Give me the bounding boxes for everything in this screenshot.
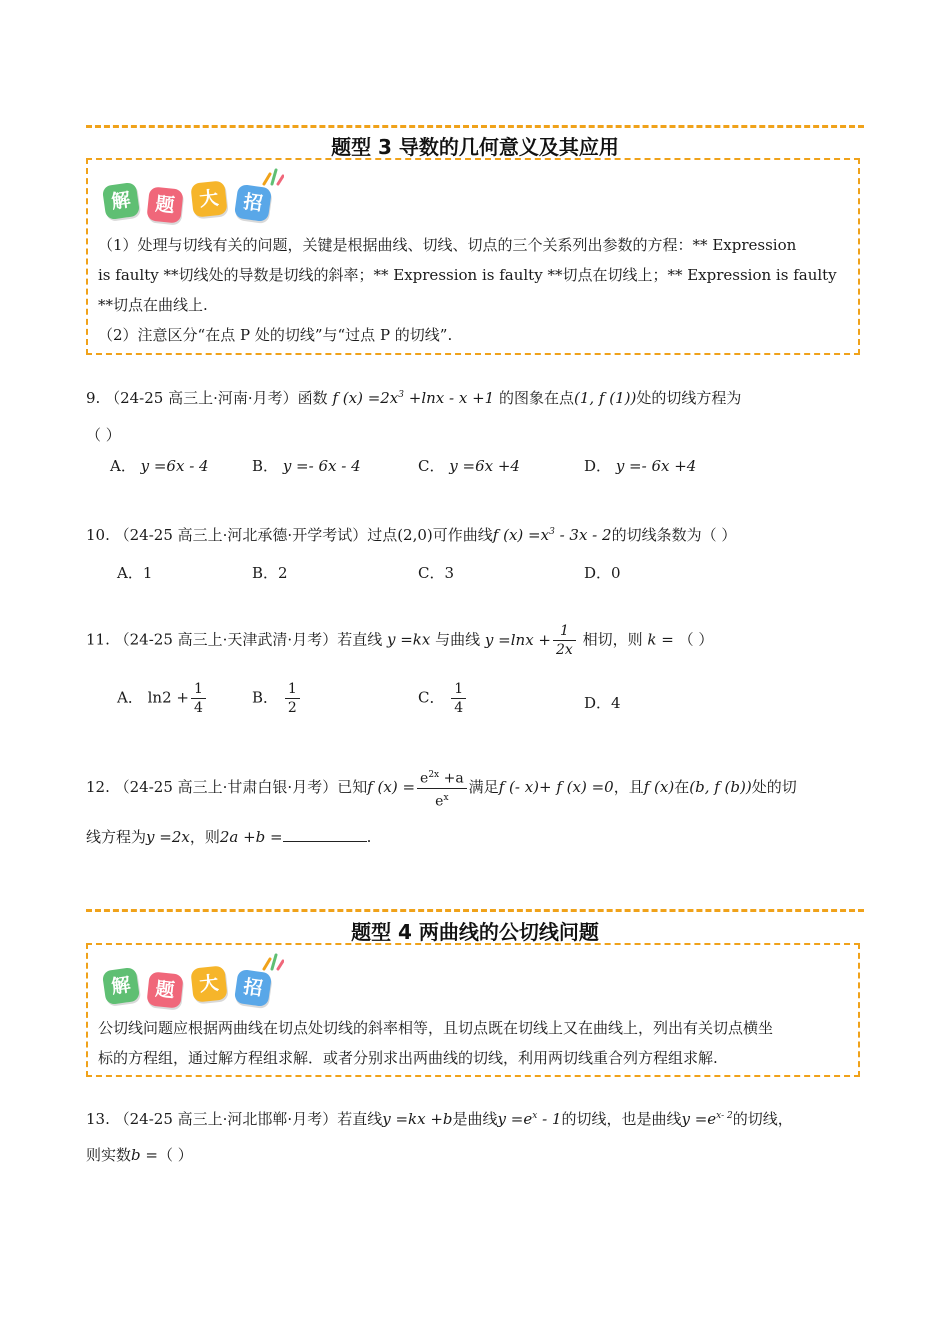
question-number: 10. [86,526,110,544]
math-line: y =kx +b [382,1110,453,1128]
tip-badges [102,170,302,220]
answer-blank[interactable] [283,827,367,842]
question-text: 的图象在点 [498,389,574,407]
tip-line: （1）处理与切线有关的问题，关键是根据曲线、切线、切点的三个关系列出参数的方程：** Expression [98,236,797,254]
question-source: （24-25 高三上·甘肃白银·月考）已知 [114,778,368,797]
question-12-line2: 线方程为y =2x，则2a +b = . [86,828,372,846]
sparkle-icon [262,168,284,186]
tip-line: is faulty **切线处的导数是切线的斜率；** Expression is faulty **切点在切线上；** Expression is faulty [98,266,837,284]
question-text: 线方程为 [86,828,147,846]
badge-ti-icon: 题 [146,186,183,223]
option-d[interactable]: D．0 [584,564,621,582]
question-text: 处的切 [751,778,797,797]
math-curve: $y =e^{x- 2}$ [681,1110,733,1128]
question-source: （24-25 高三上·天津武清·月考）若直线 [114,630,383,649]
math-curve: y =lnx + $\frac{1}{2x}$ [485,631,578,649]
tip-line: 标的方程组，通过解方程组求解．或者分别求出两曲线的切线，利用两切线重合列方程组求解. [98,1049,718,1067]
question-13-line2 [86,1144,866,1165]
question-text: 的切线，也是曲线 [561,1110,682,1128]
math-func: f $(x) =2x^3 +\ln x - x +1$ [332,389,495,407]
option-a[interactable]: A． y =6x - 4 [110,457,209,475]
math-func: f (x) = [367,778,416,797]
tip-line: （2）注意区分“在点 P 处的切线”与“过点 P 的切线”. [98,326,453,344]
badge-ti-icon: 题 [146,971,183,1008]
question-source: （24-25 高三上·河北邯郸·月考）若直线 [114,1110,383,1128]
option-b[interactable]: B． $\frac{1}{2}$ [252,680,302,717]
math-point: (b, f (b)) [689,778,752,797]
section4-top-border [86,909,864,912]
badge-zhao-icon: 招 [234,969,272,1007]
question-text: ，则 [189,828,220,846]
math-condition: f (- x)+ f (x) =0 [498,778,614,797]
question-text: 可作曲线 [432,526,493,544]
option-b[interactable]: B． y =- 6x - 4 [252,457,361,475]
option-c[interactable]: C． $\frac{1}{4}$ [418,680,468,717]
question-text: ，且 [613,778,644,797]
question-text: 与曲线 [435,630,481,649]
answer-paren: （ ） [157,1146,193,1164]
question-number: 9. [86,389,101,407]
question-text: 则实数 [86,1146,132,1164]
badge-zhao-icon: 招 [234,184,272,222]
section4-title: 题型 4 两曲线的公切线问题 [351,920,599,944]
question-text: 处的切线方程为 [636,389,742,407]
question-text: 的切线条数为（ ） [611,526,737,544]
badge-jie-icon: 解 [102,182,140,220]
section3-title: 题型 3 导数的几何意义及其应用 [331,135,619,159]
question-source: （24-25 高三上·河北承德·开学考试）过点 [114,526,398,544]
option-b[interactable]: B．2 [252,564,288,582]
math-fx: f (x) [643,778,675,797]
answer-paren: （ ） [678,630,714,649]
option-a[interactable]: A． ln2 + $\frac{1}{4}$ [117,680,208,717]
math-k: k = [647,630,674,649]
option-d[interactable]: D． y =- 6x +4 [584,457,697,475]
math-line: y =kx [386,630,431,649]
question-12 [86,766,866,810]
math-line: y =2x [146,828,190,846]
section3-tip-text [98,230,850,350]
badge-da-icon: 大 [190,180,227,217]
question-text: 相切，则 [582,630,643,649]
question-number: 11. [86,630,110,649]
question-text: 满足 [468,778,499,797]
section4-tip-box [86,943,860,1077]
question-number: 12. [86,778,110,797]
sparkle-icon [262,953,284,971]
question-text: 是曲线 [452,1110,498,1128]
section4-tip-text [98,1013,850,1073]
tip-badges [102,955,302,1005]
math-point: (1, f (1)) [574,389,637,407]
answer-paren: （ ） [86,426,121,444]
math-curve: $y =e^x - 1$ [497,1110,562,1128]
tip-line: 公切线问题应根据两曲线在切点处切线的斜率相等，且切点既在切线上又在曲线上，列出有关切点横坐 [98,1019,774,1037]
math-func: f $(x) =x^3 - 3x - 2$ [492,526,612,544]
question-13 [86,1108,866,1129]
math-fraction: $\frac{e^{2x} +a}{e^x}$ [417,766,467,810]
option-c[interactable]: C． y =6x +4 [418,457,520,475]
section3-tip-box [86,158,860,355]
question-number: 13. [86,1110,110,1128]
tip-line: **切点在曲线上. [98,296,208,314]
badge-jie-icon: 解 [102,967,140,1005]
badge-da-icon: 大 [190,965,227,1002]
question-11 [86,622,866,659]
math-b: b = [131,1146,158,1164]
question-source: （24-25 高三上·河南·月考）函数 [105,389,328,407]
question-text: 的切线， [732,1110,793,1128]
option-a[interactable]: A．1 [117,564,153,582]
option-d[interactable]: D．4 [584,694,621,712]
math-point: (2,0) [397,526,433,544]
option-c[interactable]: C．3 [418,564,455,582]
math-expr: 2a +b = [219,828,283,846]
question-text: 在 [674,778,690,797]
section3-top-border [86,125,864,128]
question-10 [86,524,866,545]
question-9 [86,387,866,408]
